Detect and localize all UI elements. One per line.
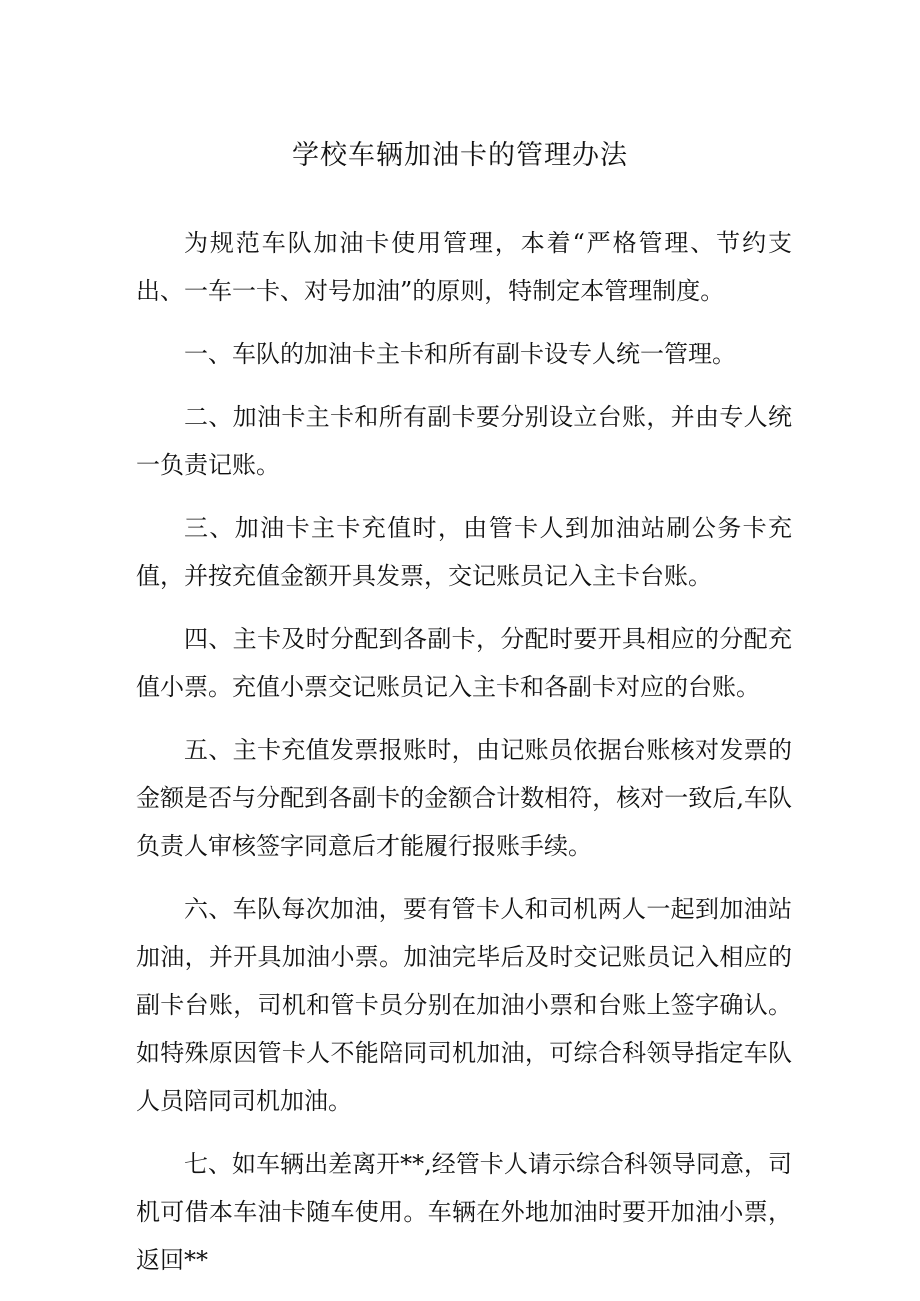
document-title: 学校车辆加油卡的管理办法 [292,140,628,171]
paragraph-article-2: 二、加油卡主卡和所有副卡要分别设立台账，并由专人统一负责记账。 [136,403,792,479]
paragraph-article-1: 一、车队的加油卡主卡和所有副卡设专人统一管理。 [184,340,736,368]
paragraph-article-3: 三、加油卡主卡充值时，由管卡人到加油站刷公务卡充值，并按充值金额开具发票，交记账员记入主卡台账。 [136,514,792,590]
paragraph-article-5: 五、主卡充值发票报账时，由记账员依据台账核对发票的金额是否与分配到各副卡的金额合计数相符，核对一致后,车队负责人审核签字同意后才能履行报账手续。 [136,736,792,860]
paragraph-article-6: 六、车队每次加油，要有管卡人和司机两人一起到加油站加油，并开具加油小票。加油完毕后及时交记账员记入相应的副卡台账，司机和管卡员分别在加油小票和台账上签字确认。如特殊原因管卡人不能陪同司机加油，可综合科领导指定车队人员陪同司机加油。 [136,895,792,1115]
paragraph-article-4: 四、主卡及时分配到各副卡，分配时要开具相应的分配充值小票。充值小票交记账员记入主卡和各副卡对应的台账。 [136,625,792,701]
document-body [136,219,792,1299]
paragraph-intro: 为规范车队加油卡使用管理，本着“严格管理、节约支出、一车一卡、对号加油”的原则，特制定本管理制度。 [136,229,792,305]
paragraph-article-7: 七、如车辆出差离开**,经管卡人请示综合科领导同意，司机可借本车油卡随车使用。车辆在外地加油时要开加油小票，返回** [136,1150,792,1274]
